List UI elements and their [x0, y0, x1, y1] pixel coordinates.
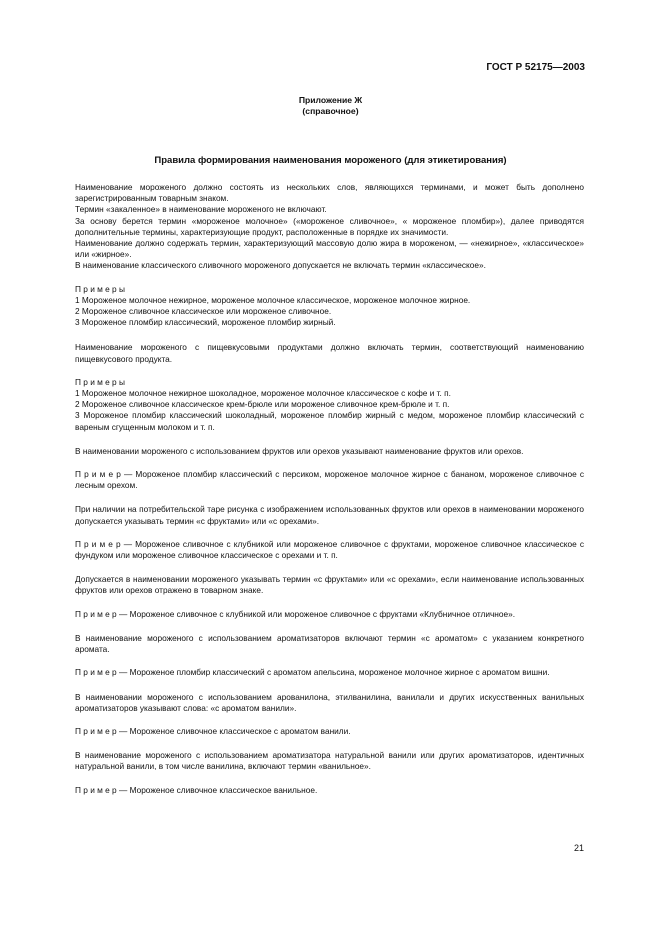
- paragraph: При наличии на потребительской таре рисунка с изображением использованных фруктов или орехов в наименовании мороженого допускается указывать термин «с фруктами» или «с орехами».: [75, 504, 584, 526]
- example-item: 1 Мороженое молочное нежирное, мороженое молочное классическое, мороженое молочное жирное.: [75, 294, 471, 305]
- example-note: П р и м е р — Мороженое сливочное классическое с ароматом ванили.: [75, 725, 351, 736]
- appendix-label: Приложение Ж: [298, 95, 363, 105]
- section-title: Правила формирования наименования мороженого (для этикетирования): [154, 155, 507, 166]
- example-item: 3 Мороженое пломбир классический шоколадный, мороженое пломбир жирный с медом, мороженое пломбир классический с вареным сгущенным молоком и т. п.: [75, 410, 584, 432]
- paragraph: Допускается в наименовании мороженого указывать термин «с фруктами» или «с орехами», если наименование использованных фруктов или орехов отражено в товарном знаке.: [75, 574, 584, 596]
- example-note: П р и м е р — Мороженое сливочное с клубникой или мороженое сливочное с фруктами, мороженое сливочное классическое с фундуком или мороженое сливочное классическое с орехами и т. п.: [75, 538, 584, 561]
- example-note: П р и м е р — Мороженое сливочное классическое ванильное.: [75, 784, 318, 795]
- paragraph: В наименование мороженого с использованием ароматизатора натуральной ванили или других ароматизаторов, идентичных натуральной ванили, в том числе ванилина, включают термин «ванильное».: [75, 750, 584, 772]
- paragraph: Наименование должно содержать термин, характеризующий массовую долю жира в мороженом, — «нежирное», «классическое» или «жирное».: [75, 238, 584, 260]
- example-item: 1 Мороженое молочное нежирное шоколадное, мороженое молочное классическое с кофе и т. п.: [75, 388, 451, 399]
- example-note: П р и м е р — Мороженое сливочное с клубникой или мороженое сливочное с фруктами «Клубничное отличное».: [75, 608, 516, 619]
- example-item: 2 Мороженое сливочное классическое крем-брюле или мороженое сливочное крем-брюле и т. п.: [75, 399, 450, 410]
- paragraph: [75, 182, 584, 204]
- example-note: П р и м е р — Мороженое пломбир классический с персиком, мороженое молочное жирное с бананом, мороженое сливочное с лесным орехом.: [75, 469, 584, 491]
- example-item: 2 Мороженое сливочное классическое или мороженое сливочное.: [75, 306, 332, 317]
- paragraph: Наименование мороженого с пищевкусовыми продуктами должно включать термин, соответствующий наименованию пищевкусового продукта.: [75, 342, 584, 364]
- appendix-heading: [0, 95, 661, 117]
- document-code: ГОСТ Р 52175—2003: [486, 62, 585, 73]
- examples-label: П р и м е р ы: [75, 283, 125, 294]
- example-note: П р и м е р — Мороженое пломбир классический с ароматом апельсина, мороженое молочное жирное с ароматом вишни.: [75, 667, 550, 678]
- example-item: 3 Мороженое пломбир классический, мороженое пломбир жирный.: [75, 317, 336, 328]
- paragraph: За основу берется термин «мороженое молочное» («мороженое сливочное», « мороженое пломбир»), далее приводятся дополнительные термины, характеризующие продукт, расположенные в порядке их значимости.: [75, 215, 584, 237]
- paragraph: В наименование классического сливочного мороженого допускается не включать термин «классическое».: [75, 260, 486, 271]
- paragraph: В наименование мороженого с использованием ароматизаторов включают термин «с ароматом» с указанием конкретного аромата.: [75, 632, 584, 655]
- examples-label: П р и м е р ы: [75, 376, 125, 387]
- paragraph-text: Наименование мороженого должно состоять из нескольких слов, являющихся терминами, и может быть дополнено зарегистрированным товарным знаком.: [75, 182, 584, 204]
- paragraph: Термин «закаленное» в наименование мороженого не включают.: [75, 204, 327, 215]
- page-number: 21: [573, 843, 584, 853]
- appendix-note: (справочное): [302, 106, 359, 116]
- paragraph: В наименовании мороженого с использованием фруктов или орехов указывают наименование фруктов или орехов.: [75, 445, 524, 456]
- paragraph: В наименовании мороженого с использованием арованилона, этилванилина, ванилали и других искусственных ванильных ароматизаторов указывают слова: «с ароматом ванили».: [75, 691, 584, 713]
- document-body: [75, 182, 584, 796]
